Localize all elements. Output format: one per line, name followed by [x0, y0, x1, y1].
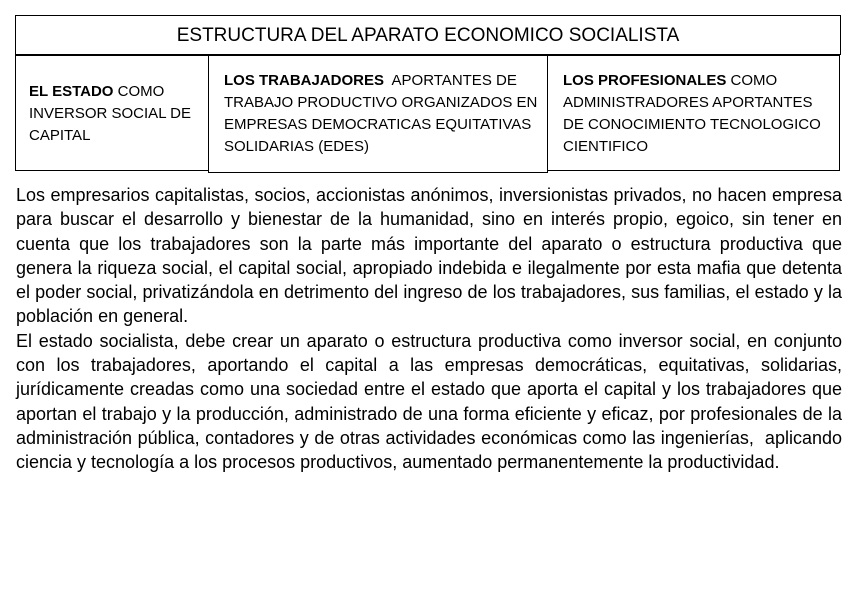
paragraph-1: Los empresarios capitalistas, socios, accionistas anónimos, inversionistas privados, no hacen empresa para buscar el desarrollo y bienestar de la humanidad, sino en interés propio, egoico, sin tener en cuenta que los trabajadores son la parte más importante del aparato o estructura productiva que genera la riqueza social, el capital social, apropiado indebida e ilegalmente por esta mafia que detenta el poder social, privatizándola en detrimento del ingreso de los trabajadores, sus familias, el estado y la población en general.	[16, 185, 842, 327]
body-text	[16, 183, 848, 475]
workers-box-heading: LOS TRABAJADORES	[224, 72, 385, 89]
professionals-box	[547, 55, 840, 171]
state-box-text: COMO INVERSOR SOCIAL DE CAPITAL	[29, 83, 191, 144]
state-box-heading: EL ESTADO	[29, 83, 114, 100]
professionals-box-text: COMO ADMINISTRADORES APORTANTES DE CONOCIMIENTO TECNOLOGICO CIENTIFICO	[563, 72, 821, 155]
workers-box-text: APORTANTES DE TRABAJO PRODUCTIVO ORGANIZADOS EN EMPRESAS DEMOCRATICAS EQUITATIVAS SOLIDARIAS (EDES)	[224, 72, 542, 155]
diagram-title: ESTRUCTURA DEL APARATO ECONOMICO SOCIALISTA	[176, 25, 680, 46]
diagram-title-box	[15, 15, 841, 55]
state-box	[15, 55, 211, 171]
professionals-box-heading: LOS PROFESIONALES	[563, 72, 727, 89]
paragraph-2: El estado socialista, debe crear un aparato o estructura productiva como inversor social, en conjunto con los trabajadores, aportando el capital a las empresas democráticas, equitativas, solidarias, jurídicamente creadas como una sociedad entre el estado que aporta el capital y los trabajadores que aportan el trabajo y la producción, administrado de una forma eficiente y eficaz, por profesionales de la administración pública, contadores y de otras actividades económicas como las ingenierías, aplicando ciencia y tecnología a los procesos productivos, aumentado permanentemente la productividad.	[16, 330, 848, 473]
workers-box	[208, 55, 548, 173]
